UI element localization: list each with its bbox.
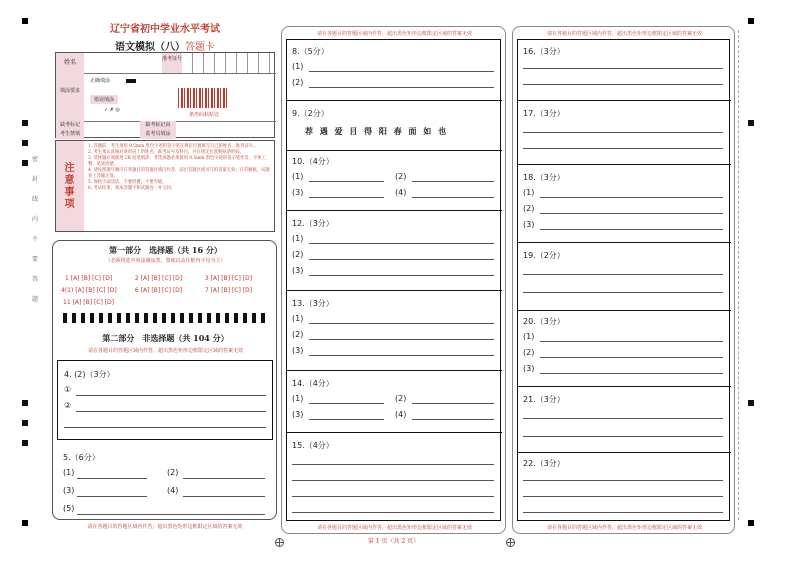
q15-label: 15.（4分） [292, 441, 334, 450]
q5-item: (5) [63, 504, 75, 513]
q14-item: (3) [292, 410, 304, 419]
school-title: 辽宁省初中学业水平考试 [110, 24, 220, 35]
timing-mark [22, 440, 28, 446]
right-binding-line [738, 30, 739, 520]
q12-item: (1) [292, 234, 304, 243]
q13-item: (2) [292, 330, 304, 339]
q5-item: (4) [167, 486, 179, 495]
q12-item: (3) [292, 266, 304, 275]
q14-label: 14.（4分） [292, 379, 334, 388]
part1-subtitle: （必须将选中项涂满涂黑，黑度以盖住框内字母为主） [105, 258, 226, 264]
answer-line[interactable] [309, 403, 384, 404]
top-banner: 请在各题目的答题区域内作答，超出黑色矩形边框限定区域的答案无效 [316, 31, 472, 37]
answer-line[interactable] [412, 197, 494, 198]
q14-item: (1) [292, 394, 304, 403]
timing-mark [22, 160, 28, 166]
answer-line[interactable] [309, 71, 494, 72]
answer-line[interactable] [540, 229, 723, 230]
answer-line[interactable] [309, 419, 384, 420]
choice-q[interactable]: 3 [A] [B] [C] [D] [204, 275, 253, 282]
answer-line[interactable] [183, 478, 265, 479]
corner-mark [748, 520, 754, 526]
q5-item: (2) [167, 468, 179, 477]
timing-mark [748, 120, 754, 126]
answer-line[interactable] [412, 419, 494, 420]
part2-note: 请在各题目的答题区域内作答，超出黑色矩形边框限定区域的答案无效 [87, 348, 243, 354]
q10-item: (3) [292, 188, 304, 197]
q13-item: (1) [292, 314, 304, 323]
answer-line[interactable] [76, 411, 266, 412]
absent-label: 缺考标记 [56, 121, 84, 130]
registration-mark [275, 538, 284, 547]
answer-line[interactable] [309, 323, 494, 324]
q9-chars: 荐 遇 爱 目 得 阳 春 面 如 也 [305, 127, 449, 136]
q8-item: (1) [292, 62, 304, 71]
q4-item: ② [64, 401, 72, 410]
q12-label: 12.（3分） [292, 219, 334, 228]
q20-label: 20.（3分） [523, 317, 565, 326]
q5-area [57, 446, 273, 518]
q14-item: (4) [395, 410, 407, 419]
choice-q[interactable]: 7 [A] [B] [C] [D] [204, 287, 253, 294]
note-item: 1. 答题前，考生须用 0.5mm 黑色字迹的签字笔在规定位置填写自己的姓名、准考证号。 [88, 144, 258, 149]
answer-line[interactable] [292, 512, 494, 513]
q19-label: 19.（2分） [523, 251, 565, 260]
wrong-marks: ✓ ✗ ◎ [104, 107, 120, 113]
q18-item: (2) [523, 204, 535, 213]
absent-label-2: 缺考标记由 [140, 121, 176, 130]
q8-label: 8.（5分） [292, 47, 329, 56]
note-item: 4. 请按照题号顺序在各题目的答题区域内作答，超出答题区域书写的答案无效；在草稿纸、试题卷上答题无效。 [88, 168, 270, 179]
q16-label: 16.（3分） [523, 47, 565, 56]
column-3 [512, 26, 735, 534]
q17-label: 17.（3分） [523, 109, 565, 118]
q12-item: (2) [292, 250, 304, 259]
answer-line[interactable] [523, 436, 723, 437]
notes-title-text: 注意事项 [64, 163, 75, 210]
barcode-label: 条形码粘贴处 [188, 112, 219, 118]
q18-label: 18.（3分） [523, 173, 565, 182]
q14-item: (2) [395, 394, 407, 403]
choice-q[interactable]: 11 [A] [B] [C] [D] [63, 299, 115, 306]
answer-frame [286, 39, 501, 521]
registration-mark [506, 538, 515, 547]
choice-q[interactable]: 4(1) [A] [B] [C] [D] [61, 287, 117, 294]
q10-item: (4) [395, 188, 407, 197]
correct-label: 正确填涂 [90, 78, 111, 84]
answer-line[interactable] [523, 68, 723, 69]
answer-line[interactable] [309, 197, 384, 198]
q5-item: (3) [63, 486, 75, 495]
q13-item: (3) [292, 346, 304, 355]
answer-line[interactable] [309, 275, 494, 276]
q4-item: ① [64, 385, 72, 394]
q18-item: (1) [523, 188, 535, 197]
absent-note-2: 监考员填涂 [140, 130, 176, 139]
ticket-field[interactable] [182, 53, 276, 73]
answer-line[interactable] [292, 480, 494, 481]
answer-line[interactable] [523, 84, 723, 85]
q13-label: 13.（3分） [292, 299, 334, 308]
answer-line[interactable] [540, 341, 723, 342]
timing-mark [22, 140, 28, 146]
q20-item: (2) [523, 348, 535, 357]
binding-strip [10, 110, 48, 410]
timing-mark [22, 120, 28, 126]
part1-title: 第一部分 选择题（共 16 分） [109, 245, 222, 255]
note-item: 5. 保持卡面清洁，不要折叠、不要弄破。 [88, 180, 167, 185]
q5-label: 5.（6分） [63, 453, 100, 462]
note-item: 6. 考试结束，将本答题卡和试题卷一并交回。 [88, 186, 176, 191]
answer-line[interactable] [292, 496, 494, 497]
ticket-label: 准考证号 [162, 53, 182, 73]
name-label: 姓名 [56, 53, 84, 73]
answer-frame [517, 39, 730, 521]
notes-box [55, 140, 275, 232]
q9-label: 9.（2分） [292, 109, 329, 118]
answer-line[interactable] [412, 403, 494, 404]
q21-label: 21.（3分） [523, 395, 565, 404]
answer-line[interactable] [540, 357, 723, 358]
answer-line[interactable] [309, 87, 494, 88]
q10-label: 10.（4分） [292, 157, 334, 166]
q8-item: (2) [292, 78, 304, 87]
corner-mark [22, 520, 28, 526]
choice-row[interactable] [63, 299, 273, 306]
q5-item: (1) [63, 468, 75, 477]
answer-line[interactable] [183, 496, 265, 497]
fill-label: 填涂要求 [56, 73, 84, 121]
absent-note: 考生禁填 [56, 130, 84, 139]
q20-item: (3) [523, 364, 535, 373]
q4-box [57, 360, 273, 440]
notes-list [88, 144, 270, 192]
corner-mark [748, 18, 754, 24]
answer-line[interactable] [77, 514, 265, 515]
notes-title [56, 141, 84, 231]
answer-line[interactable] [77, 496, 147, 497]
q22-label: 22.（3分） [523, 459, 565, 468]
q4-label: 4. (2)（3分） [64, 370, 115, 379]
answer-line[interactable] [523, 274, 723, 275]
column-2 [281, 26, 506, 534]
answer-line[interactable] [412, 181, 494, 182]
part2-title: 第二部分 非选择题（共 104 分） [102, 333, 229, 343]
info-form [55, 52, 275, 138]
binding-text: 密 封 线 内 不 要 答 题 [32, 156, 39, 303]
card-label: 答题卡 [185, 42, 215, 53]
timing-bar [63, 313, 268, 323]
answer-line[interactable] [540, 213, 723, 214]
answer-line[interactable] [523, 496, 723, 497]
correct-mark [126, 79, 136, 83]
bottom-banner: 请在各题目的答题区域内作答，超出黑色矩形边框限定区域的答案无效 [87, 524, 243, 530]
answer-line[interactable] [540, 373, 723, 374]
answer-line[interactable] [523, 480, 723, 481]
answer-line[interactable] [309, 339, 494, 340]
note-item: 2. 考生须认真核对条形码上的姓名、准考证号及科目，并在规定位置粘贴条形码。 [88, 150, 244, 155]
header [55, 20, 275, 53]
choice-row[interactable] [65, 275, 275, 282]
corner-mark [22, 18, 28, 24]
choice-row[interactable] [61, 287, 275, 294]
q10-item: (1) [292, 172, 304, 181]
barcode [178, 88, 228, 108]
answer-line[interactable] [64, 427, 266, 428]
answer-line[interactable] [309, 181, 384, 182]
page-number: 第 1 页（共 2 页） [367, 538, 420, 545]
timing-mark [22, 400, 28, 406]
q10-item: (2) [395, 172, 407, 181]
exam-title: 语文模拟（八） [115, 42, 185, 53]
top-banner: 请在各题目的答题区域内作答，超出黑色矩形边框限定区域的答案无效 [546, 31, 702, 37]
answer-line[interactable] [523, 512, 723, 513]
bottom-banner: 请在各题目的答题区域内作答，超出黑色矩形边框限定区域的答案无效 [546, 525, 702, 531]
choice-q[interactable]: 6 [A] [B] [C] [D] [134, 287, 183, 294]
timing-mark [22, 420, 28, 426]
wrong-label: 错误填涂 [90, 95, 118, 104]
choice-q[interactable]: 1 [A] [B] [C] [D] [65, 275, 113, 282]
choice-q[interactable]: 2 [A] [B] [C] [D] [134, 275, 183, 282]
note-item: 3. 选择题必须使用 2B 铅笔填涂；非选择题必须使用 0.5mm 黑色字迹的签字笔作答，字体工整、笔迹清楚。 [88, 156, 266, 167]
q20-item: (1) [523, 332, 535, 341]
part1-box [52, 240, 277, 520]
answer-line[interactable] [292, 464, 494, 465]
answer-line[interactable] [523, 418, 723, 419]
bottom-banner: 请在各题目的答题区域内作答，超出黑色矩形边框限定区域的答案无效 [316, 525, 472, 531]
timing-mark [748, 400, 754, 406]
answer-line[interactable] [76, 395, 266, 396]
answer-line[interactable] [309, 243, 494, 244]
answer-line[interactable] [523, 292, 723, 293]
answer-line[interactable] [309, 355, 494, 356]
answer-line[interactable] [309, 259, 494, 260]
answer-line[interactable] [523, 132, 723, 133]
answer-line[interactable] [540, 197, 723, 198]
answer-line[interactable] [77, 478, 147, 479]
answer-line[interactable] [523, 148, 723, 149]
q18-item: (3) [523, 220, 535, 229]
name-field[interactable] [84, 53, 163, 73]
